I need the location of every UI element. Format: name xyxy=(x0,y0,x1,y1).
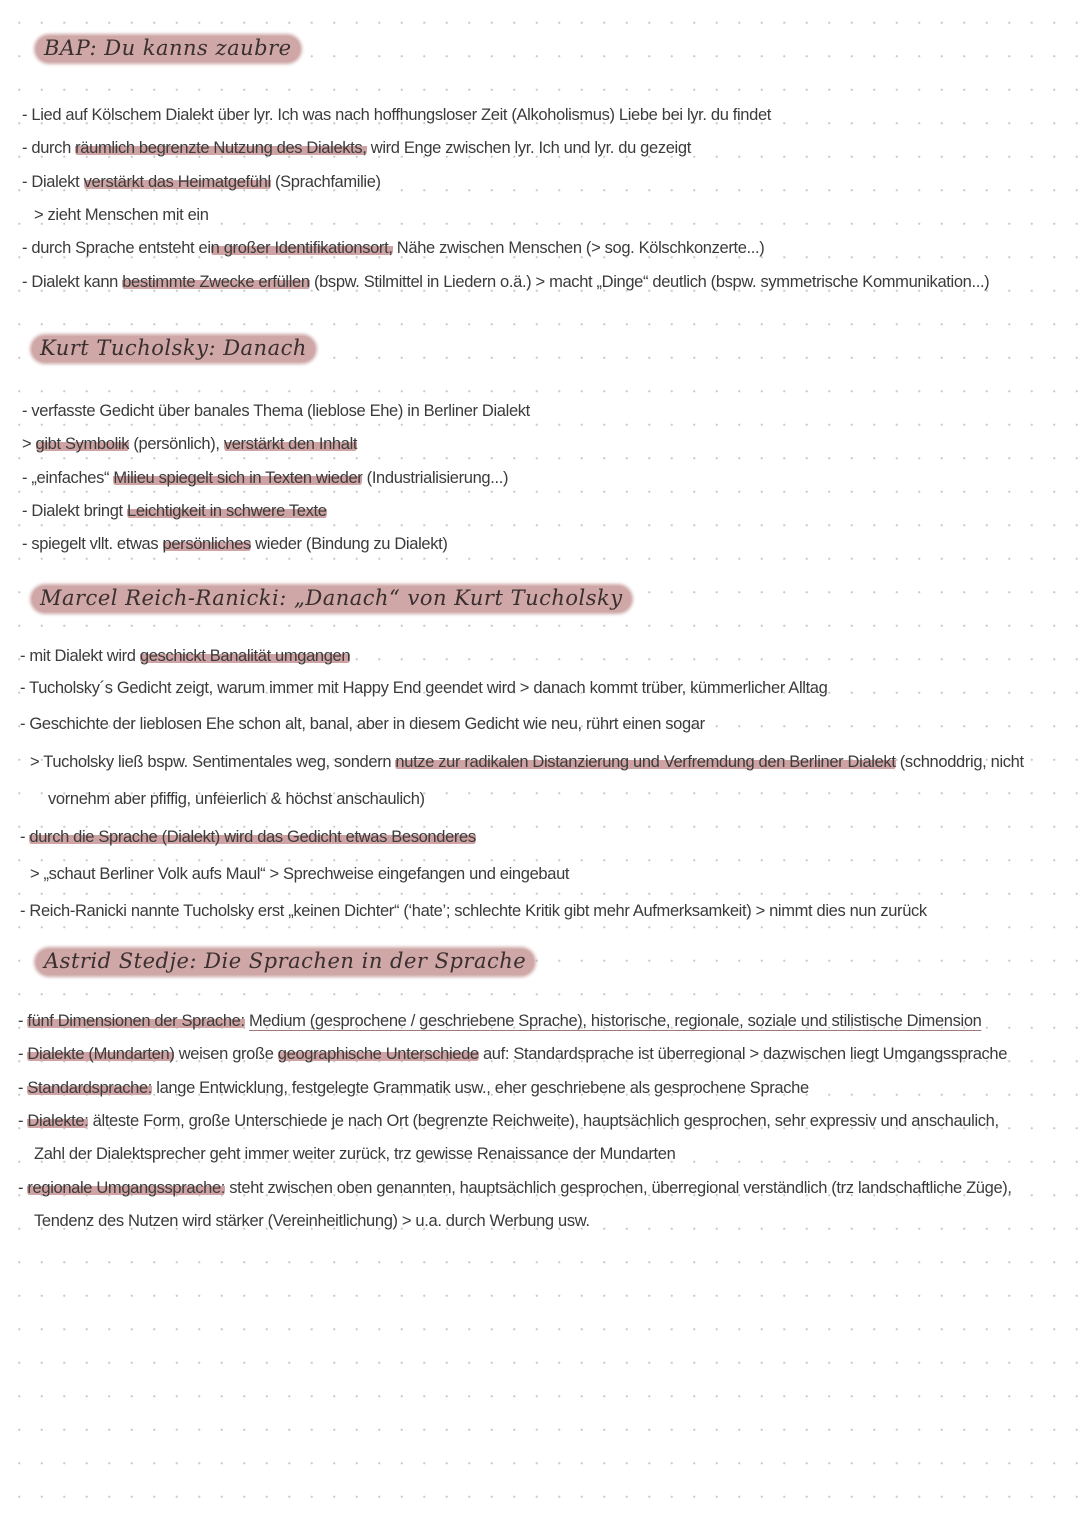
section-heading: Astrid Stedje: Die Sprachen in der Sprache xyxy=(36,949,534,975)
note-text: - Reich-Ranicki nannte Tucholsky erst „keinen Dichter“ (‘hate’; schlechte Kritik gibt mehr Aufmerksamkeit) > nimmt dies nun zurück xyxy=(20,902,927,920)
note-text: - xyxy=(18,1179,28,1197)
note-text: wieder (Bindung zu Dialekt) xyxy=(250,535,448,553)
note-text: auf: Standardsprache ist überregional > dazwischen liegt Umgangssprache xyxy=(478,1045,1008,1063)
note-text: (schnoddrig, nicht xyxy=(895,753,1024,771)
note-line xyxy=(20,826,476,848)
highlighted-text: Dialekte: xyxy=(27,1112,89,1130)
highlighted-text: bestimmte Zwecke erfüllen xyxy=(122,273,310,291)
note-line xyxy=(20,645,350,667)
note-text: - Dialekt xyxy=(22,173,84,191)
highlighted-text: verstärkt das Heimatgefühl xyxy=(83,173,271,191)
note-line xyxy=(48,788,425,810)
note-line xyxy=(22,137,691,159)
highlighted-text: nutze zur radikalen Distanzierung und Verfremdung den Berliner Dialekt xyxy=(395,753,896,771)
note-text: - durch xyxy=(22,139,76,157)
note-text: Nähe zwischen Menschen (> sog. Kölschkonzerte...) xyxy=(392,239,765,257)
note-text: lange Entwicklung, festgelegte Grammatik usw., eher geschriebene als gesprochene Sprache xyxy=(152,1079,809,1097)
highlighted-text: verstärkt den Inhalt xyxy=(223,435,358,453)
note-text: > zieht Menschen mit ein xyxy=(34,206,209,224)
note-text: > Tucholsky ließ bspw. Sentimentales weg, sondern xyxy=(30,753,396,771)
section-heading: Kurt Tucholsky: Danach xyxy=(32,336,315,362)
highlighted-text: fünf Dimensionen der Sprache: xyxy=(27,1012,245,1030)
note-line xyxy=(30,863,569,885)
underlined-text: Medium (gesprochene / geschriebene Sprache), historische, regionale, soziale und stilistische Dimension xyxy=(248,1012,982,1030)
highlighted-text: gibt Symbolik xyxy=(35,435,130,453)
note-text: - xyxy=(18,1012,28,1030)
note-text: älteste Form, große Unterschiede je nach Ort (begrenzte Reichweite), hauptsächlich gesprochen, sehr expressiv und anschaulich, xyxy=(88,1112,999,1130)
highlighted-text: Dialekte (Mundarten) xyxy=(27,1045,175,1063)
note-text: (bspw. Stilmittel in Liedern o.ä.) > macht „Dinge“ deutlich (bspw. symmetrische Kommunikation...) xyxy=(309,273,990,291)
section-heading: BAP: Du kanns zaubre xyxy=(36,36,300,62)
note-text: - Lied auf Kölschem Dialekt über lyr. Ich was nach hoffhungsloser Zeit (Alkoholismus) Liebe bei lyr. du findet xyxy=(22,106,772,124)
note-line xyxy=(22,433,357,455)
note-text: > xyxy=(22,435,36,453)
note-text: Tendenz des Nutzen wird stärker (Vereinheitlichung) > u.a. durch Werbung usw. xyxy=(34,1212,590,1230)
highlighted-text: Standardsprache: xyxy=(27,1079,153,1097)
note-text: weisen große xyxy=(174,1045,278,1063)
note-line xyxy=(22,467,508,489)
highlighted-text: persönliches xyxy=(162,535,251,553)
note-text: - Geschichte der lieblosen Ehe schon alt, banal, aber in diesem Gedicht wie neu, rührt einen sogar xyxy=(20,715,705,733)
note-text: - xyxy=(18,1079,28,1097)
note-text: - mit Dialekt wird xyxy=(20,647,140,665)
highlighted-text: geschickt Banalität umgangen xyxy=(139,647,351,665)
highlighted-text: regionale Umgangssprache: xyxy=(27,1179,226,1197)
note-line xyxy=(22,237,764,259)
note-text: - Tucholsky´s Gedicht zeigt, warum immer mit Happy End geendet wird > danach kommt trüber, kümmerlicher Alltag xyxy=(20,679,828,697)
highlighted-text: durch die Sprache (Dialekt) wird das Gedicht etwas Besonderes xyxy=(29,828,476,846)
note-text: wird Enge zwischen lyr. Ich und lyr. du gezeigt xyxy=(366,139,691,157)
note-text: > „schaut Berliner Volk aufs Maul“ > Sprechweise eingefangen und eingebaut xyxy=(30,865,570,883)
note-text: (persönlich), xyxy=(129,435,224,453)
note-line xyxy=(20,900,927,922)
note-line xyxy=(22,104,771,126)
note-text: steht zwischen oben genannten, hauptsächlich gesprochen, überregional verständlich (trz landschaftliche Züge), xyxy=(225,1179,1012,1197)
note-text: - Dialekt bringt xyxy=(22,502,128,520)
highlighted-text: n großer Identifikationsort, xyxy=(210,239,393,257)
note-text: (Industrialisierung...) xyxy=(362,469,509,487)
note-line xyxy=(18,1177,1012,1199)
note-text: - durch Sprache entsteht ei xyxy=(22,239,211,257)
note-text: - xyxy=(20,828,30,846)
note-text: - verfasste Gedicht über banales Thema (lieblose Ehe) in Berliner Dialekt xyxy=(22,402,530,420)
highlighted-text: räumlich begrenzte Nutzung des Dialekts, xyxy=(75,139,367,157)
note-line xyxy=(22,533,448,555)
note-text: - xyxy=(18,1045,28,1063)
highlighted-text: geographische Unterschiede xyxy=(277,1045,479,1063)
note-line xyxy=(34,1143,675,1165)
note-line xyxy=(22,271,989,293)
highlighted-text: Milieu spiegelt sich in Texten wieder xyxy=(113,469,363,487)
highlighted-text: Leichtigkeit in schwere Texte xyxy=(127,502,327,520)
note-text: (Sprachfamilie) xyxy=(270,173,381,191)
note-line xyxy=(20,713,705,735)
note-line xyxy=(18,1043,1007,1065)
note-text: - xyxy=(18,1112,28,1130)
note-line xyxy=(34,204,209,226)
note-text: - Dialekt kann xyxy=(22,273,123,291)
note-text: vornehm aber pfiffig, unfeierlich & höchst anschaulich) xyxy=(48,790,425,808)
note-line xyxy=(34,1210,590,1232)
note-text: - spiegelt vllt. etwas xyxy=(22,535,163,553)
note-text: - „einfaches“ xyxy=(22,469,114,487)
note-line xyxy=(22,500,327,522)
note-line xyxy=(18,1077,809,1099)
note-text: Zahl der Dialektsprecher geht immer weiter zurück, trz gewisse Renaissance der Mundarten xyxy=(34,1145,676,1163)
note-line xyxy=(22,400,530,422)
note-line xyxy=(22,171,381,193)
note-line xyxy=(18,1010,981,1032)
note-line xyxy=(30,751,1024,773)
note-line xyxy=(18,1110,999,1132)
note-line xyxy=(20,677,827,699)
section-heading: Marcel Reich-Ranicki: „Danach“ von Kurt Tucholsky xyxy=(32,586,631,612)
